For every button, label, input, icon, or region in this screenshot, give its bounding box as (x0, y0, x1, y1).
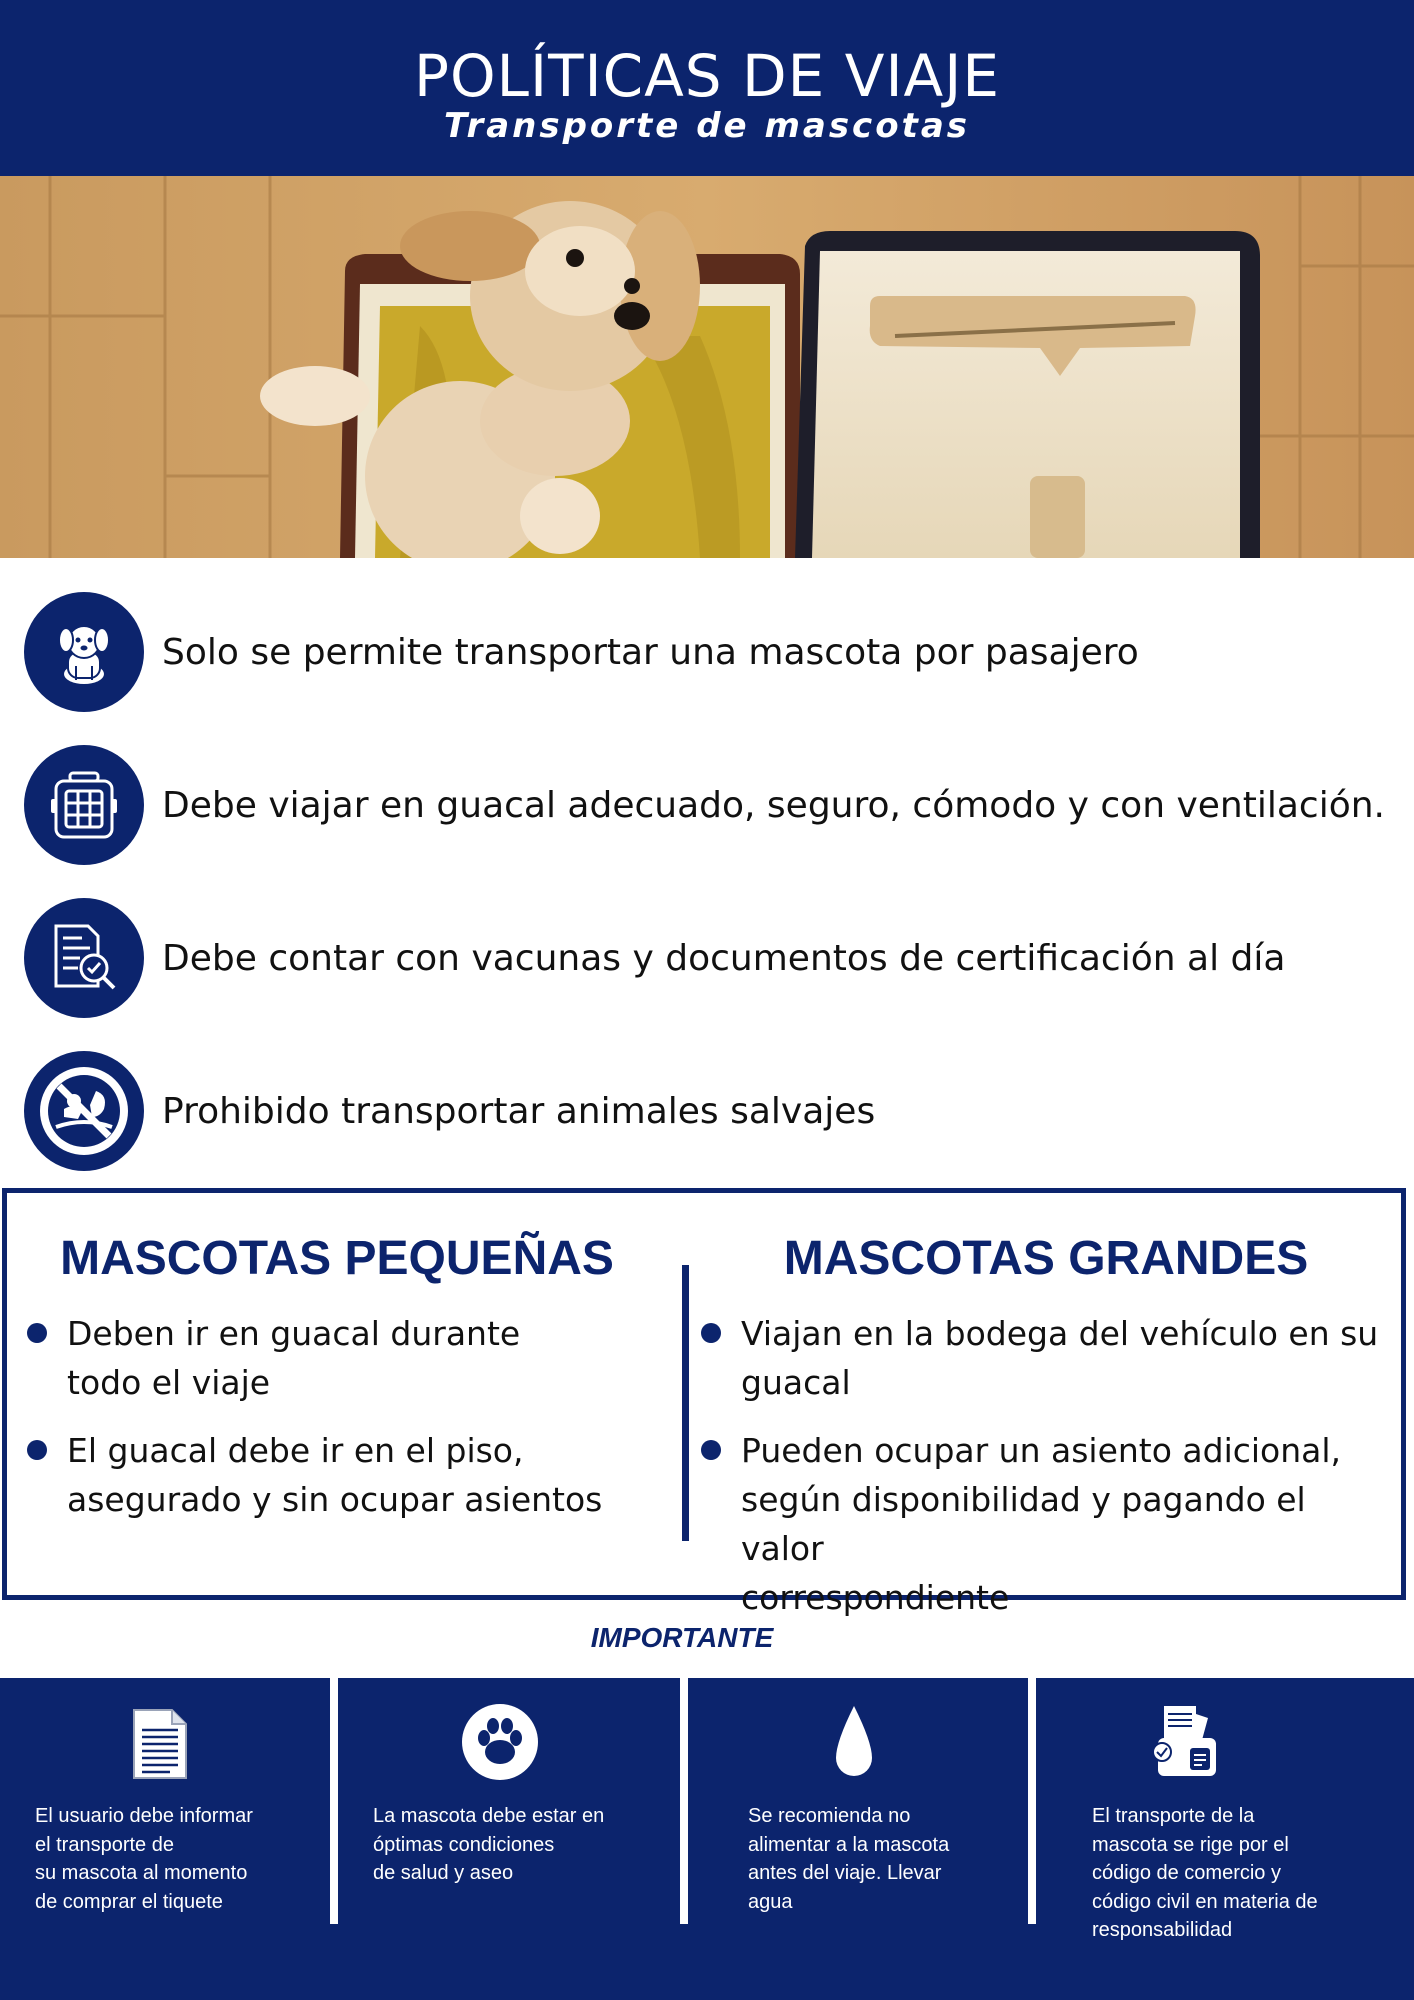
rule-one-pet-per-passenger (24, 592, 1384, 712)
list-item: Pueden ocupar un asiento adicional, según disponibilidad y pagando el valor correspondiente (701, 1426, 1391, 1622)
page-subtitle: Transporte de mascotas (443, 106, 970, 146)
large-pets-list (701, 1309, 1391, 1622)
list-item: El guacal debe ir en el piso, asegurado y sin ocupar asientos (27, 1426, 647, 1524)
rule-text: Debe viajar en guacal adecuado, seguro, cómodo y con ventilación. (162, 784, 1385, 826)
page-title: POLÍTICAS DE VIAJE (414, 42, 1000, 110)
list-item: Viajan en la bodega del vehículo en su guacal (701, 1309, 1391, 1407)
pet-size-panel (2, 1188, 1406, 1617)
no-wild-animals-icon (24, 1051, 144, 1171)
paw-icon (460, 1702, 540, 1782)
important-card (0, 1678, 330, 2000)
pet-carrier-icon (24, 745, 144, 865)
bullet-icon (701, 1323, 721, 1343)
document-icon (120, 1702, 200, 1782)
important-card (1036, 1678, 1414, 2000)
rule-carrier (24, 745, 1384, 865)
list-item: Deben ir en guacal durante todo el viaje (27, 1309, 647, 1407)
header-banner (0, 0, 1414, 176)
rule-no-wild-animals (24, 1051, 1384, 1171)
rule-text: Prohibido transportar animales salvajes (162, 1090, 876, 1132)
bullet-icon (27, 1323, 47, 1343)
large-pets-column (701, 1231, 1391, 1641)
rule-text: Solo se permite transportar una mascota por pasajero (162, 631, 1139, 673)
bullet-icon (701, 1440, 721, 1460)
legal-documents-icon (1148, 1702, 1228, 1782)
important-text: El usuario debe informar el transporte de su mascota al momento de comprar el tiquete (35, 1805, 253, 1913)
important-card (338, 1678, 680, 2000)
card-divider (680, 1678, 688, 1924)
important-card (688, 1678, 1028, 2000)
card-divider (330, 1678, 338, 1924)
important-label: IMPORTANTE (590, 1622, 774, 1653)
hero-image (0, 176, 1414, 558)
water-drop-icon (814, 1702, 894, 1782)
important-panel (0, 1678, 1414, 2000)
bullet-icon (27, 1440, 47, 1460)
important-text: Se recomienda no alimentar a la mascota antes del viaje. Llevar agua (748, 1805, 950, 1913)
small-pets-list (27, 1309, 647, 1524)
rule-documents (24, 898, 1384, 1018)
small-pets-heading: MASCOTAS PEQUEÑAS (60, 1232, 614, 1285)
document-check-icon (24, 898, 144, 1018)
rule-text: Debe contar con vacunas y documentos de certificación al día (162, 937, 1286, 979)
large-pets-heading: MASCOTAS GRANDES (783, 1232, 1309, 1285)
important-text: La mascota debe estar en óptimas condiciones de salud y aseo (373, 1805, 605, 1884)
dog-icon (24, 592, 144, 712)
column-divider (682, 1265, 689, 1541)
small-pets-column (27, 1231, 647, 1543)
important-text: El transporte de la mascota se rige por el código de comercio y código civil en materia de responsabilidad (1092, 1805, 1318, 1941)
card-divider (1028, 1678, 1036, 1924)
